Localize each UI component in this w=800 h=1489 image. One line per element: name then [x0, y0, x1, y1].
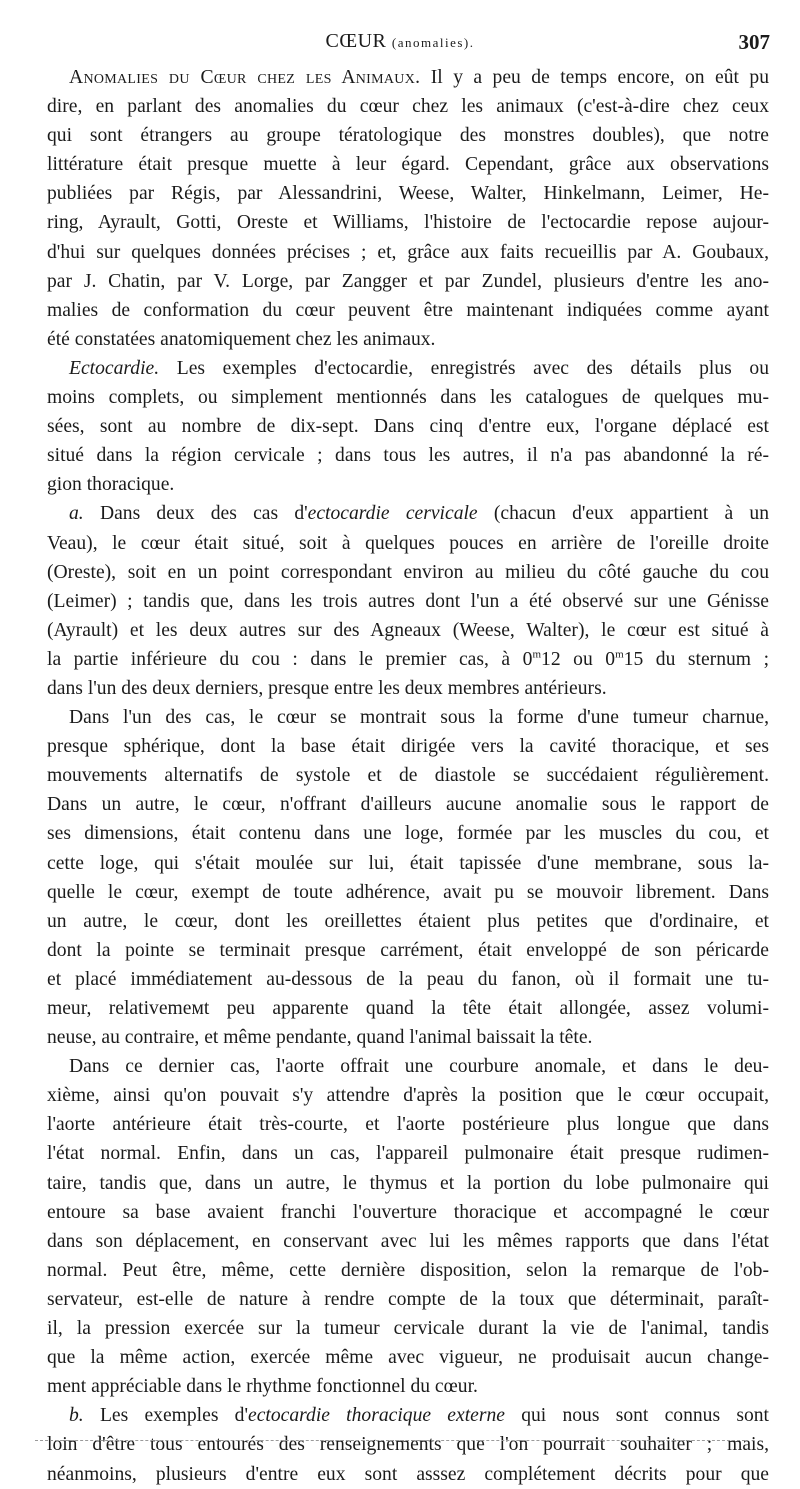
text-line: a. Dans deux des cas d'ectocardie cervicale (chacun d'eux appartient à un [69, 503, 770, 525]
text-line: ring, Ayrault, Gotti, Oreste et Williams, l'histoire de l'ectocardie repose aujour- [47, 212, 769, 234]
text-line: situé dans la région cervicale ; dans tous les autres, il n'a pas abandonné la ré- [47, 445, 769, 467]
text-line: publiées par Régis, par Alessandrini, Weese, Walter, Hinkelmann, Leimer, He- [47, 183, 769, 205]
text-line: néanmoins, plusieurs d'entre eux sont asssez complétement décrits pour que [47, 1463, 769, 1485]
text-line: (Leimer) ; tandis que, dans les trois autres dont l'un a été observé sur une Génisse [47, 590, 769, 612]
text-line: Anomalies du Cœur chez les Animaux. Il y a peu de temps encore, on eût pu [69, 67, 770, 88]
section-lead: Ectocardie. [69, 357, 160, 379]
page-number: 307 [738, 30, 770, 54]
text-line: Dans ce dernier cas, l'aorte offrait une courbure anomale, et dans le deu- [69, 1056, 769, 1078]
text-line: par J. Chatin, par V. Lorge, par Zangger et par Zundel, plusieurs d'entre les ano- [47, 270, 769, 292]
text-line: d'hui sur quelques données précises ; et, grâce aux faits recueillis par A. Goubaux, [47, 241, 769, 263]
text-line: un autre, le cœur, dont les oreillettes étaient plus petites que d'ordinaire, et [47, 910, 769, 932]
running-title-sub: (anomalies). [391, 35, 475, 50]
text-line: cette loge, qui s'était moulée sur lui, était tapissée d'une membrane, sous la- [47, 852, 769, 874]
text-line: (Oreste), soit en un point correspondant environ au milieu du côté gauche du cou [47, 561, 769, 583]
text-line: la partie inférieure du cou : dans le premier cas, à 0$^m$12 ou 0$^m$15 du sternum ; [47, 648, 770, 670]
running-header [0, 30, 800, 60]
text-line: l'aorte antérieure était très-courte, et l'aorte postérieure plus longue que dans [47, 1114, 769, 1136]
footer-divider [35, 1440, 745, 1441]
section-lead: a. [69, 503, 84, 525]
paragraph-ectocardie-cervicale [47, 499, 769, 703]
text-line: servateur, est-elle de nature à rendre compte de la toux que déterminait, paraît- [47, 1288, 769, 1310]
text-line: littérature était presque muette à leur égard. Cependant, grâce aux observations [47, 154, 769, 176]
text-line: Veau), le cœur était situé, soit à quelques pouces en arrière de l'oreille droite [47, 532, 769, 554]
text-line: mouvements alternatifs de systole et de diastole se succédaient régulièrement. [47, 765, 769, 787]
text-line: dont la pointe se terminait presque carrément, était enveloppé de son péricarde [47, 939, 769, 961]
text-line: b. Les exemples d'ectocardie thoracique externe qui nous sont connus sont [69, 1405, 769, 1427]
text-line: entoure sa base avaient franchi l'ouverture thoracique et accompagné le cœur [47, 1201, 769, 1223]
text-line: normal. Peut être, même, cette dernière disposition, selon la remarque de l'ob- [47, 1259, 769, 1281]
text-line: gion thoracique. [47, 474, 175, 496]
running-title-main: CŒUR [325, 30, 387, 52]
paragraph-cas-descriptions [47, 703, 769, 1052]
text-line: dire, en parlant des anomalies du cœur chez les animaux (c'est-à-dire chez ceux [47, 96, 769, 118]
text-line: dans son déplacement, en conservant avec lui les mêmes rapports que dans l'état [47, 1230, 769, 1252]
text-line: loin d'être tous entourés des renseignements que l'on pourrait souhaiter ; mais, [47, 1434, 769, 1456]
running-title [0, 30, 800, 53]
paragraph-anomalies-animaux [47, 63, 769, 354]
text-line: xième, ainsi qu'on pouvait s'y attendre d'après la position que le cœur occupait, [47, 1085, 769, 1107]
text-line: Dans un autre, le cœur, n'offrant d'ailleurs aucune anomalie sous le rapport de [47, 794, 769, 816]
text-line: moins complets, ou simplement mentionnés dans les catalogues de quelques mu- [47, 387, 769, 409]
text-line: ses dimensions, était contenu dans une loge, formée par les muscles du cou, et [47, 823, 769, 845]
run-in-heading: Anomalies du Cœur chez les Animaux. [69, 67, 421, 88]
paragraph-ectocardie-thoracique [47, 1401, 769, 1488]
text-line: malies de conformation du cœur peuvent être maintenant indiquées comme ayant [47, 299, 769, 321]
text-line: il, la pression exercée sur la tumeur cervicale durant la vie de l'animal, tandis [47, 1318, 769, 1340]
text-line: meur, relativemeмt peu apparente quand la tête était allongée, assez volumi- [47, 998, 769, 1019]
paragraph-aorte [47, 1052, 769, 1401]
text-line: et placé immédiatement au-dessous de la peau du fanon, où il formait une tu- [47, 968, 769, 990]
text-line: que la même action, exercée même avec vigueur, ne produisait aucun change- [47, 1347, 769, 1369]
paragraph-ectocardie [47, 354, 769, 499]
text-line: neuse, au contraire, et même pendante, quand l'animal baissait la tête. [47, 1027, 593, 1049]
text-line: quelle le cœur, exempt de toute adhérence, avait pu se mouvoir librement. Dans [47, 881, 769, 903]
text-line: Ectocardie. Les exemples d'ectocardie, enregistrés avec des détails plus ou [69, 357, 769, 379]
text-line: l'état normal. Enfin, dans un cas, l'appareil pulmonaire était presque rudimen- [47, 1143, 769, 1165]
text-line: (Ayrault) et les deux autres sur des Agneaux (Weese, Walter), le cœur est situé à [47, 619, 769, 641]
text-line: été constatées anatomiquement chez les animaux. [47, 328, 436, 350]
text-line: taire, tandis que, dans un autre, le thymus et la portion du lobe pulmonaire qui [47, 1172, 769, 1194]
text-line: dans l'un des deux derniers, presque entre les deux membres antérieurs. [47, 677, 607, 699]
section-lead: b. [69, 1405, 84, 1427]
text-line: Dans l'un des cas, le cœur se montrait sous la forme d'une tumeur charnue, [69, 707, 769, 729]
body-text [47, 63, 769, 1489]
text-line: presque sphérique, dont la base était dirigée vers la cavité thoracique, et ses [47, 736, 769, 758]
text-line: ment appréciable dans le rhythme fonctionnel du cœur. [47, 1376, 478, 1398]
text-line: qui sont étrangers au groupe tératologique des monstres doubles), que notre [47, 125, 769, 147]
text-line: sées, sont au nombre de dix-sept. Dans cinq d'entre eux, l'organe déplacé est [47, 416, 769, 438]
